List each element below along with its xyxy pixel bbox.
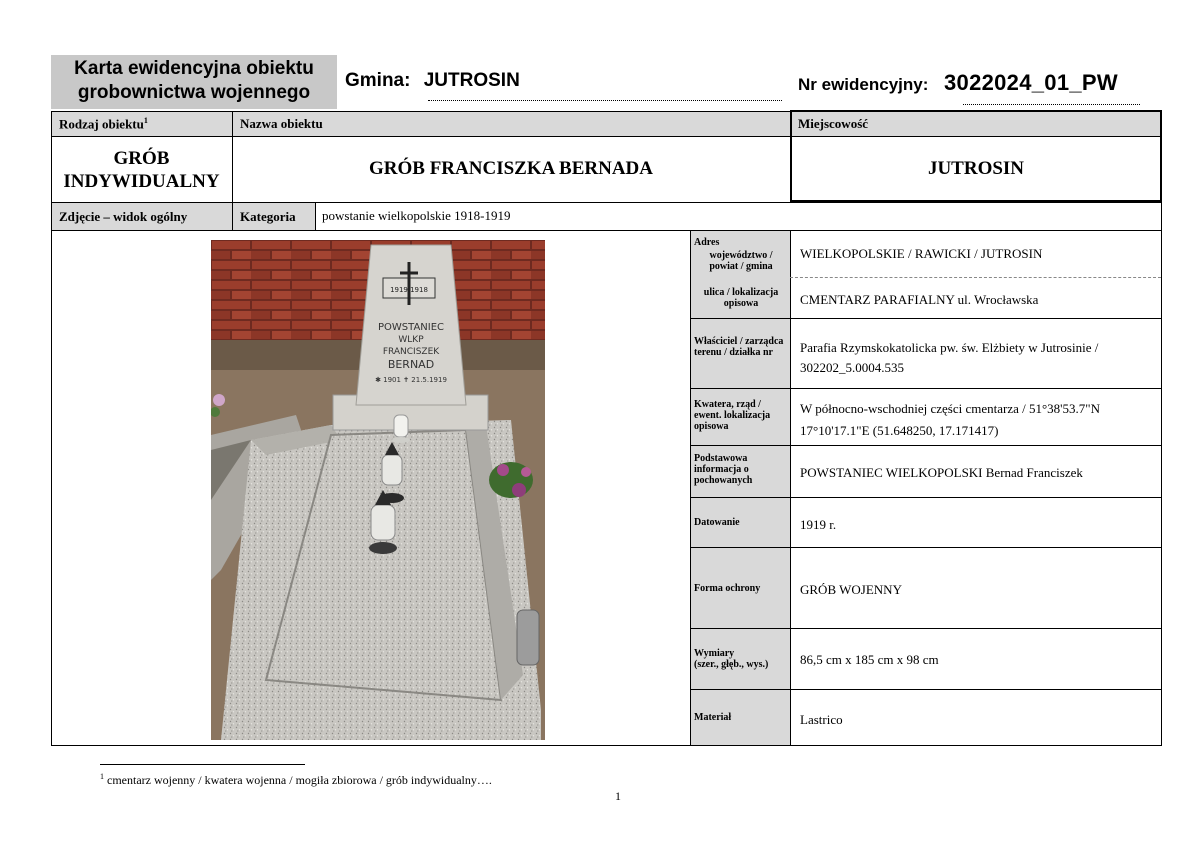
podstawowa-informacja-label: Podstawowa informacja o pochowanych <box>694 453 753 486</box>
row-separator <box>690 445 1161 446</box>
wojewodztwo-value: WIELKOPOLSKIE / RAWICKI / JUTROSIN <box>800 246 1043 261</box>
card-title <box>51 55 337 109</box>
gmina-label: Gmina: <box>345 70 411 91</box>
kategoria-value: powstanie wielkopolskie 1918-1919 <box>322 208 511 223</box>
nr-ewidencyjny-label: Nr ewidencyjny: <box>798 75 929 94</box>
inscription-line: ✱ 1901 ✝ 21.5.1919 <box>375 376 447 384</box>
table-border <box>315 202 316 230</box>
table-border <box>1161 111 1162 745</box>
row-dashed-separator <box>790 277 1161 278</box>
inscription-line: FRANCISZEK <box>382 347 440 357</box>
material-label: Materiał <box>694 712 732 723</box>
page-number: 1 <box>615 789 621 803</box>
footnote: $^1$ cmentarz wojenny / kwatera wojenna / mogiła zbiorowa / grób indywidualny…. <box>100 772 492 787</box>
row-separator <box>690 547 1161 548</box>
kwatera-label: Kwatera, rząd / ewent. lokalizacja opisowa <box>694 399 771 432</box>
kwatera-value: W północno-wschodniej części cmentarza / 51°38'53.7"N 17°10'17.1"E (51.648250, 17.171417) <box>800 401 1100 438</box>
rodzaj-obiektu-value: GRÓB INDYWIDUALNY <box>63 148 220 192</box>
gmina-dotted-line <box>428 100 782 101</box>
plaque-years: 1919 1918 <box>390 286 428 294</box>
table-border <box>51 230 1162 231</box>
grave-photo-illustration <box>211 240 545 740</box>
table-border <box>690 230 691 745</box>
card-title-line1: Karta ewidencyjna obiektu <box>74 58 314 79</box>
miejscowosc-label: Miejscowość <box>798 116 869 131</box>
forma-ochrony-value: GRÓB WOJENNY <box>800 582 902 597</box>
ulica-value: CMENTARZ PARAFIALNY ul. Wrocławska <box>800 292 1039 307</box>
table-border <box>790 230 791 745</box>
footnote-separator <box>100 764 305 765</box>
adres-label: Adres <box>694 237 720 248</box>
gmina-value: JUTROSIN <box>423 70 520 91</box>
nazwa-obiektu-value: GRÓB FRANCISZKA BERNADA <box>369 158 653 179</box>
flowers-icon <box>489 462 533 498</box>
card-title-line2: grobownictwa wojennego <box>77 82 311 103</box>
wymiary-label: Wymiary (szer., głęb., wys.) <box>694 648 769 670</box>
row-separator <box>690 689 1161 690</box>
miejscowosc-value: JUTROSIN <box>927 158 1025 179</box>
table-border <box>51 202 1162 203</box>
podstawowa-informacja-value: POWSTANIEC WIELKOPOLSKI Bernad Franciszek <box>800 465 1083 480</box>
nazwa-obiektu-label: Nazwa obiektu <box>240 116 323 131</box>
datowanie-value: 1919 r. <box>800 517 837 532</box>
wlasciciel-label: Właściciel / zarządca terenu / działka nr <box>694 336 784 358</box>
inscription-line: WLKP <box>398 335 424 345</box>
row-separator <box>690 388 1161 389</box>
datowanie-label: Datowanie <box>694 517 740 528</box>
rodzaj-obiektu-label: Rodzaj obiektu$^1$ <box>59 116 148 132</box>
row-separator <box>690 318 1161 319</box>
row-separator <box>690 497 1161 498</box>
kategoria-label: Kategoria <box>240 209 296 224</box>
inscription-line: BERNAD <box>387 358 435 371</box>
wymiary-value: 86,5 cm x 185 cm x 98 cm <box>800 652 939 667</box>
zdjecie-label: Zdjęcie – widok ogólny <box>59 209 188 224</box>
material-value: Lastrico <box>800 712 843 727</box>
ulica-label: ulica / lokalizacja opisowa <box>703 287 779 309</box>
inscription-line: POWSTANIEC <box>377 322 445 333</box>
nr-dotted-line <box>963 104 1140 105</box>
table-border <box>51 745 1162 746</box>
nr-ewidencyjny-value: 3022024_01_PW <box>944 70 1118 95</box>
row-separator <box>690 628 1161 629</box>
header-row-bg <box>51 111 791 136</box>
forma-ochrony-label: Forma ochrony <box>694 583 761 594</box>
candle-icon <box>392 415 410 443</box>
wojewodztwo-label: województwo / powiat / gmina <box>709 250 773 272</box>
grave-photo <box>211 240 545 740</box>
gmina-heading <box>345 70 520 92</box>
table-border <box>51 111 52 745</box>
wlasciciel-value: Parafia Rzymskokatolicka pw. św. Elżbiety w Jutrosinie / 302202_5.0004.535 <box>800 340 1099 375</box>
